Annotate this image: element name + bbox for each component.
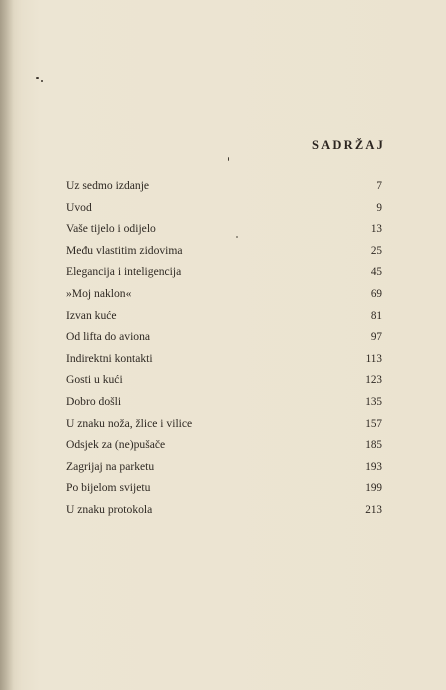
toc-entry-title: Odsjek za (ne)pušače [66, 438, 166, 452]
toc-entry [66, 261, 382, 283]
toc-entry [66, 434, 382, 456]
toc-entry-page: 45 [370, 266, 382, 279]
toc-entry-title: Izvan kuće [66, 308, 117, 322]
toc-entry-page: 9 [376, 201, 382, 214]
toc-entry-title: Među vlastitim zidovima [66, 243, 183, 257]
toc-entry-title: Dobro došli [66, 394, 122, 408]
toc-entry [66, 369, 382, 391]
toc-entry [66, 197, 382, 219]
toc-entry-title: U znaku noža, žlice i vilice [66, 416, 193, 430]
toc-entry-title: Elegancija i inteligencija [66, 265, 182, 279]
toc-entry-page: 199 [365, 482, 382, 495]
toc-entry-page: 157 [365, 417, 382, 430]
toc-entry-page: 123 [365, 374, 382, 387]
toc-entry [66, 391, 382, 413]
toc-entry-title: Po bijelom svijetu [66, 481, 151, 495]
toc-entry-title: Indirektni kontakti [66, 351, 153, 365]
toc-entry-page: 97 [370, 331, 382, 344]
toc-entry-page: 81 [370, 309, 382, 322]
toc-entry [66, 499, 382, 521]
toc-entry [66, 218, 382, 240]
toc-entry [66, 305, 382, 327]
toc-entry-page: 25 [370, 244, 382, 257]
ink-speck [36, 77, 39, 79]
toc-entry-page: 185 [365, 439, 382, 452]
toc-entry-title: Od lifta do aviona [66, 330, 151, 344]
toc-entry [66, 326, 382, 348]
toc-entry-title: Uz sedmo izdanje [66, 179, 150, 192]
toc-entry-page: 13 [370, 223, 382, 236]
toc-entry-title: Zagrijaj na parketu [66, 459, 155, 473]
toc-entry-page: 135 [365, 395, 382, 408]
toc-entry [66, 477, 382, 499]
toc-entry [66, 240, 382, 262]
page-gutter-shadow [0, 0, 14, 690]
toc-entry-page: 213 [365, 503, 382, 516]
toc-entry-page: 113 [365, 352, 382, 365]
toc-entry [66, 413, 382, 435]
toc-entry-page: 193 [365, 460, 382, 473]
toc-entry [66, 283, 382, 305]
toc-entry-title: »Moj naklon« [66, 286, 132, 300]
ink-speck [228, 157, 229, 161]
toc-entry [66, 348, 382, 370]
toc-entry-title: Vaše tijelo i odijelo [66, 222, 156, 236]
toc-entry-page: 7 [376, 180, 382, 192]
toc-entry-title: U znaku protokola [66, 502, 153, 516]
toc-entry-page: 69 [370, 287, 382, 300]
toc-entry [66, 456, 382, 478]
toc-entry-title: Gosti u kući [66, 373, 123, 387]
toc-entry-title: Uvod [66, 200, 92, 214]
ink-speck [41, 80, 43, 82]
toc-entry [66, 175, 382, 197]
contents-heading: SADRŽAJ [312, 138, 386, 152]
table-of-contents [66, 175, 382, 521]
